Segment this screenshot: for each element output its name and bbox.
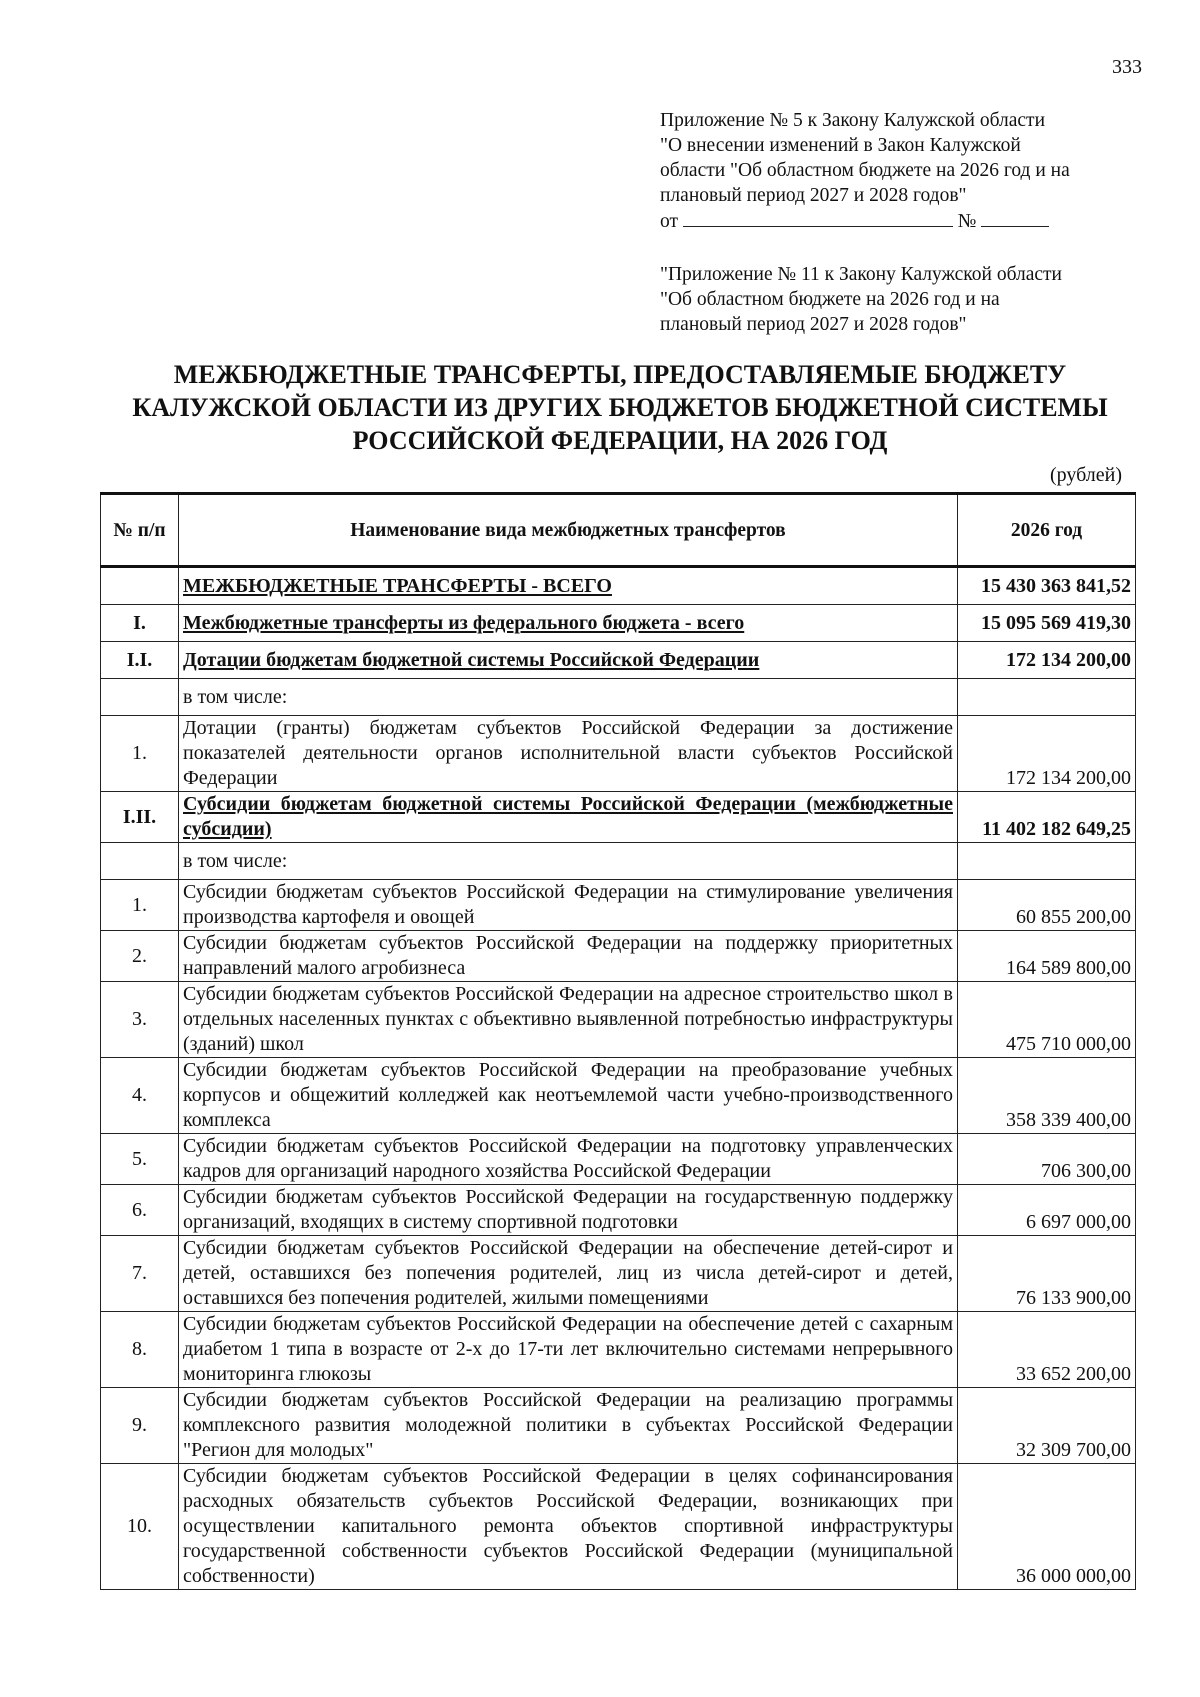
- row-number: 3.: [101, 982, 179, 1058]
- appendix-reference-amending-law: [660, 108, 1130, 234]
- appendix-line: области "Об областном бюджете на 2026 год и на: [660, 160, 1070, 181]
- title-line: МЕЖБЮДЖЕТНЫЕ ТРАНСФЕРТЫ, ПРЕДОСТАВЛЯЕМЫЕ БЮДЖЕТУ: [173, 360, 1067, 389]
- table-row: [101, 1312, 1136, 1388]
- title-line: КАЛУЖСКОЙ ОБЛАСТИ ИЗ ДРУГИХ БЮДЖЕТОВ БЮДЖЕТНОЙ СИСТЕМЫ: [132, 393, 1108, 422]
- row-name: Субсидии бюджетам субъектов Российской Федерации на обеспечение детей-сирот и детей, оставшихся без попечения родителей, лиц из числа детей-сирот и детей, оставшихся без попечения родителей, жилыми помещениями: [179, 1236, 958, 1312]
- row-amount: 15 095 569 419,30: [958, 605, 1136, 642]
- row-name: Субсидии бюджетам субъектов Российской Федерации на адресное строительство школ в отдельных населенных пунктах с объективно выявленной потребностью инфраструктуры (зданий) школ: [179, 982, 958, 1058]
- row-name: Субсидии бюджетам субъектов Российской Федерации на поддержку приоритетных направлений малого агробизнеса: [179, 931, 958, 982]
- table-row: [101, 679, 1136, 716]
- row-name: Субсидии бюджетам субъектов Российской Федерации на государственную поддержку организаций, входящих в систему спортивной подготовки: [179, 1185, 958, 1236]
- appendix-line: Приложение № 5 к Закону Калужской области: [660, 110, 1046, 131]
- table-row: [101, 1236, 1136, 1312]
- row-number: [101, 567, 179, 605]
- header-num: № п/п: [101, 494, 179, 567]
- row-amount: 358 339 400,00: [958, 1058, 1136, 1134]
- row-amount: 6 697 000,00: [958, 1185, 1136, 1236]
- table-row: [101, 843, 1136, 880]
- row-name: МЕЖБЮДЖЕТНЫЕ ТРАНСФЕРТЫ - ВСЕГО: [179, 567, 958, 605]
- appendix-reference-budget-law: [660, 262, 1130, 337]
- page-number: 333: [1112, 56, 1142, 78]
- row-number: 2.: [101, 931, 179, 982]
- table-row: [101, 931, 1136, 982]
- row-number: [101, 843, 179, 880]
- row-name: Субсидии бюджетам субъектов Российской Федерации на подготовку управленческих кадров для организаций народного хозяйства Российской Федерации: [179, 1134, 958, 1185]
- table-row: [101, 1185, 1136, 1236]
- units-label: (рублей): [1050, 464, 1123, 486]
- table-row: [101, 1058, 1136, 1134]
- table-row: [101, 1134, 1136, 1185]
- row-amount: 15 430 363 841,52: [958, 567, 1136, 605]
- header-name: Наименование вида межбюджетных трансфертов: [179, 494, 958, 567]
- table-row: [101, 982, 1136, 1058]
- date-prefix: от: [660, 211, 679, 232]
- appendix-line: "Об областном бюджете на 2026 год и на: [660, 289, 1000, 310]
- row-amount: 36 000 000,00: [958, 1464, 1136, 1590]
- date-blank: [683, 208, 953, 227]
- row-number: 6.: [101, 1185, 179, 1236]
- row-name: Дотации бюджетам бюджетной системы Российской Федерации: [179, 642, 958, 679]
- row-amount: [958, 843, 1136, 880]
- row-number: 4.: [101, 1058, 179, 1134]
- row-amount: 172 134 200,00: [958, 716, 1136, 792]
- row-amount: 164 589 800,00: [958, 931, 1136, 982]
- row-amount: 32 309 700,00: [958, 1388, 1136, 1464]
- row-name: Дотации (гранты) бюджетам субъектов Российской Федерации за достижение показателей деятельности органов исполнительной власти субъектов Российской Федерации: [179, 716, 958, 792]
- row-name: Межбюджетные трансферты из федерального бюджета - всего: [179, 605, 958, 642]
- row-name: Субсидии бюджетам бюджетной системы Российской Федерации (межбюджетные субсидии): [179, 792, 958, 843]
- table-row: [101, 1388, 1136, 1464]
- row-name: Субсидии бюджетам субъектов Российской Федерации на обеспечение детей с сахарным диабетом 1 типа в возрасте от 2-х до 17-ти лет включительно системами непрерывного мониторинга глюкозы: [179, 1312, 958, 1388]
- row-number: 1.: [101, 880, 179, 931]
- table-row: [101, 1464, 1136, 1590]
- row-name: Субсидии бюджетам субъектов Российской Федерации в целях софинансирования расходных обязательств субъектов Российской Федерации, возникающих при осуществлении капитального ремонта объектов спортивной инфраструктуры государственной собственности субъектов Российской Федерации (муниципальной собственности): [179, 1464, 958, 1590]
- row-name: в том числе:: [179, 843, 958, 880]
- header-amount: 2026 год: [958, 494, 1136, 567]
- row-amount: 475 710 000,00: [958, 982, 1136, 1058]
- number-blank: [981, 208, 1049, 227]
- row-number: [101, 679, 179, 716]
- row-number: 8.: [101, 1312, 179, 1388]
- table-row: [101, 642, 1136, 679]
- row-amount: 60 855 200,00: [958, 880, 1136, 931]
- table-header-row: [101, 494, 1136, 567]
- row-amount: 706 300,00: [958, 1134, 1136, 1185]
- row-name: Субсидии бюджетам субъектов Российской Федерации на реализацию программы комплексного развития молодежной политики в субъектах Российской Федерации "Регион для молодых": [179, 1388, 958, 1464]
- row-amount: [958, 679, 1136, 716]
- row-number: I.I.: [101, 642, 179, 679]
- row-number: 9.: [101, 1388, 179, 1464]
- table-row: [101, 792, 1136, 843]
- table-row: [101, 880, 1136, 931]
- row-amount: 76 133 900,00: [958, 1236, 1136, 1312]
- row-number: I.II.: [101, 792, 179, 843]
- table-row: [101, 716, 1136, 792]
- row-name: в том числе:: [179, 679, 958, 716]
- row-number: I.: [101, 605, 179, 642]
- row-number: 5.: [101, 1134, 179, 1185]
- transfers-table: [100, 492, 1136, 1590]
- row-name: Субсидии бюджетам субъектов Российской Федерации на стимулирование увеличения производства картофеля и овощей: [179, 880, 958, 931]
- title-line: РОССИЙСКОЙ ФЕДЕРАЦИИ, НА 2026 ГОД: [352, 426, 888, 455]
- appendix-line: "О внесении изменений в Закон Калужской: [660, 135, 1021, 156]
- row-number: 10.: [101, 1464, 179, 1590]
- table-row: [101, 567, 1136, 605]
- appendix-line: плановый период 2027 и 2028 годов": [660, 314, 967, 335]
- row-name: Субсидии бюджетам субъектов Российской Федерации на преобразование учебных корпусов и общежитий колледжей как неотъемлемой части учебно-производственного комплекса: [179, 1058, 958, 1134]
- appendix-line: "Приложение № 11 к Закону Калужской области: [660, 264, 1062, 285]
- document-title: [100, 358, 1140, 457]
- row-amount: 172 134 200,00: [958, 642, 1136, 679]
- number-prefix: №: [957, 211, 977, 232]
- date-number-line: [660, 208, 1130, 234]
- row-amount: 33 652 200,00: [958, 1312, 1136, 1388]
- row-amount: 11 402 182 649,25: [958, 792, 1136, 843]
- table-row: [101, 605, 1136, 642]
- row-number: 7.: [101, 1236, 179, 1312]
- appendix-line: плановый период 2027 и 2028 годов": [660, 185, 967, 206]
- row-number: 1.: [101, 716, 179, 792]
